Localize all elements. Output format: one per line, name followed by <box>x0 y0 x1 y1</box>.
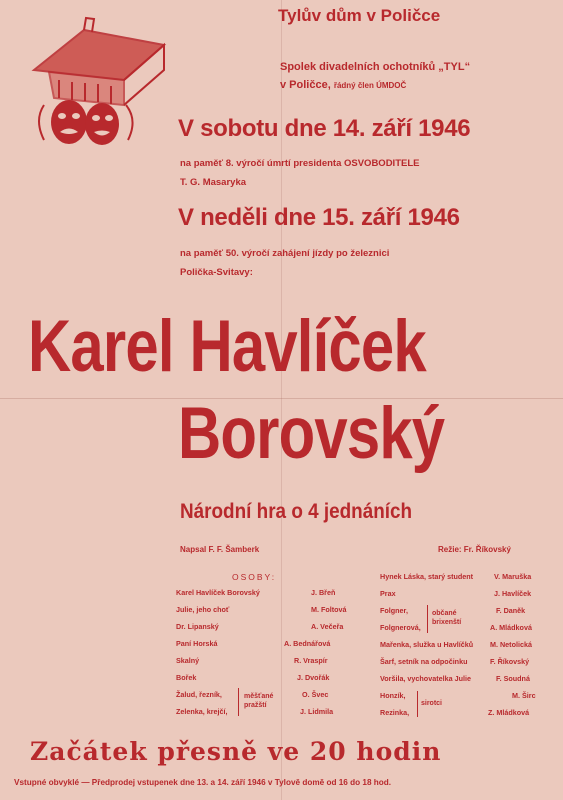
cast-role: Rezinka, <box>380 708 410 717</box>
performance-date-1: V sobotu dne 14. září 1946 <box>178 115 471 142</box>
cast-role: Voršila, vychovatelka Julie <box>380 674 471 683</box>
cast-role: Hynek Láska, starý student <box>380 572 474 581</box>
play-author: Napsal F. F. Šamberk <box>180 545 260 554</box>
performance-note-2-line2: Polička-Svitavy: <box>180 267 253 278</box>
cast-role: Skalný <box>176 656 200 665</box>
society-membership: řádný člen ÚMDOČ <box>333 81 407 90</box>
play-director: Režie: Fr. Říkovský <box>438 545 511 554</box>
cast-actor: V. Maruška <box>494 572 532 581</box>
cast-role: Žalud, řezník, <box>176 690 222 699</box>
cast-list-left <box>176 588 376 728</box>
performance-note-2-line1: na paměť 50. výročí zahájení jízdy po železnici <box>180 248 390 259</box>
cast-actor: R. Vraspír <box>294 656 328 665</box>
group-label-citizens: občané brixenští <box>432 610 462 626</box>
cast-role: Mařenka, služka u Havlíčků <box>380 640 474 649</box>
cast-actor: O. Švec <box>302 690 329 699</box>
theatre-name: Tylův dům v Poličce <box>278 6 441 25</box>
cast-actor: A. Bednářová <box>284 639 331 648</box>
cast-actor: J. Břeň <box>311 588 336 597</box>
play-title-line2: Borovský <box>178 393 445 474</box>
performance-note-1-line1: na paměť 8. výročí úmrtí presidenta OSVOBODITELE <box>180 158 420 169</box>
group-label-orphans: sirotci <box>421 700 443 707</box>
performance-note-2 <box>180 244 389 282</box>
society-town: v Poličce, <box>280 79 331 91</box>
cast-actor: M. Foltová <box>311 605 347 614</box>
ticket-note: Vstupné obvyklé — Předprodej vstupenek dne 13. a 14. září 1946 v Tylově domě od 16 do 18 hod. <box>14 778 392 787</box>
cast-role: Karel Havlíček Borovský <box>176 588 260 597</box>
society-name: Spolek divadelních ochotníků „TYL“ <box>280 61 471 73</box>
group-label-measurers: měšťané pražští <box>244 693 274 709</box>
cast-actor: F. Říkovský <box>490 657 530 666</box>
performance-note-1 <box>180 154 419 192</box>
cast-actor: Z. Mládková <box>488 708 530 717</box>
cast-role: Dr. Lipanský <box>176 622 219 631</box>
society-info <box>280 58 470 95</box>
performance-note-1-line2: T. G. Masaryka <box>180 177 247 188</box>
cast-actor: J. Havlíček <box>494 589 532 598</box>
cast-list-right <box>380 572 560 732</box>
cast-heading: OSOBY: <box>232 572 277 582</box>
group-brace <box>427 605 428 633</box>
cast-actor: F. Soudná <box>496 674 530 683</box>
cast-actor: A. Mládková <box>490 623 532 632</box>
cast-role: Folgnerová, <box>380 623 421 632</box>
cast-actor: A. Večeřa <box>311 622 344 631</box>
cast-role: Folgner, <box>380 606 408 615</box>
start-time: Začátek přesně ve 20 hodin <box>30 737 442 766</box>
cast-role: Zelenka, krejčí, <box>176 707 228 716</box>
group-brace <box>238 688 239 716</box>
cast-role: Prax <box>380 589 396 598</box>
cast-actor: J. Dvořák <box>297 673 330 682</box>
cast-role: Julie, jeho choť <box>176 605 230 614</box>
cast-actor: F. Daněk <box>496 606 526 615</box>
cast-role: Bořek <box>176 673 197 682</box>
play-subtitle: Národní hra o 4 jednáních <box>180 500 413 523</box>
theatre-masks-logo <box>14 10 174 155</box>
performance-date-2: V neděli dne 15. září 1946 <box>178 204 460 231</box>
play-title-line1: Karel Havlíček <box>28 306 426 387</box>
cast-actor: M. Netolická <box>490 640 532 649</box>
cast-actor: M. Širc <box>512 691 536 700</box>
cast-role: Paní Horská <box>176 639 218 648</box>
cast-actor: J. Lidmila <box>300 707 334 716</box>
cast-role: Honzík, <box>380 691 406 700</box>
cast-role: Šarf, setník na odpočinku <box>380 657 468 666</box>
group-brace <box>417 691 418 717</box>
